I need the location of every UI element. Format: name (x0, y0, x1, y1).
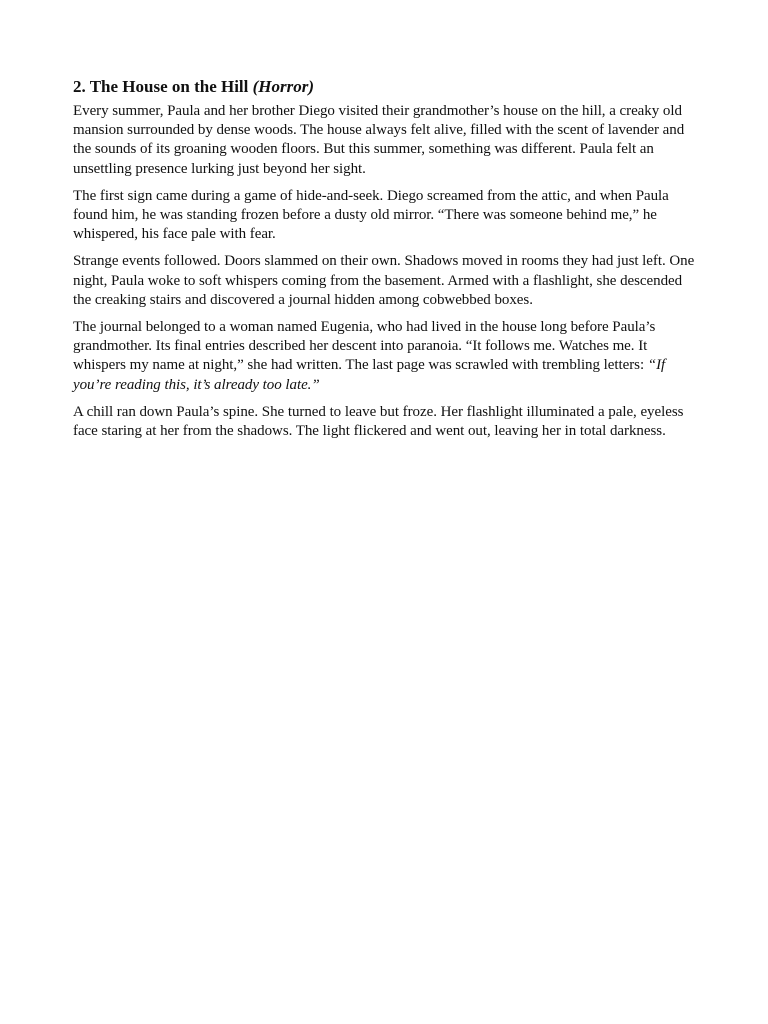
story-title: 2. The House on the Hill (73, 77, 249, 96)
story-heading (73, 76, 699, 98)
story-paragraph-4-text: The journal belonged to a woman named Eugenia, who had lived in the house long before Paula’s grandmother. Its final entries described her descent into paranoia. “It follows me. Watches me. It whispers my name at night,” she had written. The last page was scrawled with trembling letters: (73, 319, 656, 374)
story-paragraph-5: A chill ran down Paula’s spine. She turned to leave but froze. Her flashlight illuminated a pale, eyeless face staring at her from the shadows. The light flickered and went out, leaving her in total darkness. (73, 403, 684, 440)
story-paragraph-4 (73, 318, 699, 395)
story-paragraph-2: The first sign came during a game of hide-and-seek. Diego screamed from the attic, and when Paula found him, he was standing frozen before a dusty old mirror. “There was someone behind me,” he whispered, his face pale with fear. (73, 187, 669, 243)
story-paragraph-3: Strange events followed. Doors slammed on their own. Shadows moved in rooms they had just left. One night, Paula woke to soft whispers coming from the basement. Armed with a flashlight, she descended the creaking stairs and discovered a journal hidden among cobwebbed boxes. (73, 253, 695, 308)
story-genre: (Horror) (252, 77, 315, 96)
document-page (73, 76, 699, 449)
story-paragraph-1: Every summer, Paula and her brother Diego visited their grandmother’s house on the hill, a creaky old mansion surrounded by dense woods. The house always felt alive, filled with the scent of lavender and the sounds of its groaning wooden floors. But this summer, something was different. Paula felt an unsettling presence lurking just beyond her sight. (73, 103, 685, 177)
story-paragraph-4-emphasis: “If you’re reading this, it’s already too late.” (73, 357, 666, 393)
